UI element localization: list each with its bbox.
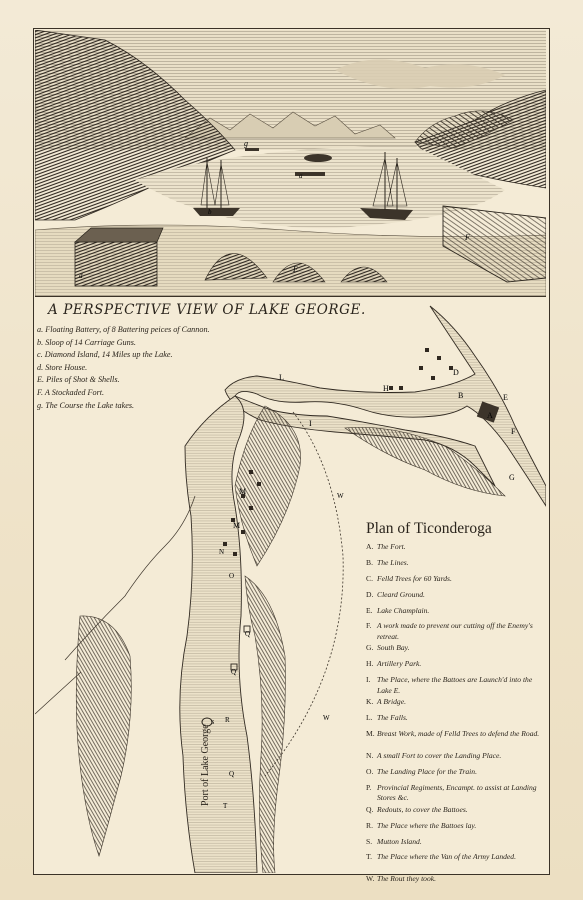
map-letter-D: D xyxy=(453,368,459,377)
legend-text: The Place, where the Battoes are Launch'd into the Lake E. xyxy=(377,675,533,695)
legend-key: P. xyxy=(366,782,372,792)
legend-key: O. xyxy=(366,766,374,776)
legend-text: A work made to prevent our cutting off the Enemy's retreat. xyxy=(377,621,533,641)
legend-key: R. xyxy=(366,820,373,830)
lake-view-engraving xyxy=(35,30,546,296)
legend-text: A small Fort to cover the Landing Place. xyxy=(377,751,502,761)
store-house xyxy=(75,228,163,286)
view-legend-item: E. Piles of Shot & Shells. xyxy=(37,375,120,385)
legend-text: Mutton Island. xyxy=(377,836,422,846)
plan-legend-item xyxy=(366,558,544,574)
legend-text: Provincial Regiments, Encampt. to assist at Landing Stores &c. xyxy=(377,782,537,803)
plan-legend-item xyxy=(366,621,544,643)
legend-text: The Fort. xyxy=(377,542,406,551)
view-title: A PERSPECTIVE VIEW OF LAKE GEORGE. xyxy=(48,302,366,318)
legend-key: G. xyxy=(366,643,374,653)
map-letter-N: N xyxy=(219,548,225,556)
legend-key: E. xyxy=(366,605,373,615)
map-letter-M: M xyxy=(239,487,247,496)
legend-text: The Place where the Van of the Army Landed. xyxy=(377,852,516,862)
legend-key: Q. xyxy=(366,804,374,814)
view-letter-g: g xyxy=(244,139,248,148)
legend-key: L. xyxy=(366,713,373,723)
legend-key: I. xyxy=(366,675,371,685)
legend-text: Lake Champlain. xyxy=(377,605,430,615)
map-letter-G: G xyxy=(509,473,515,482)
view-letter-a: a xyxy=(299,172,303,180)
view-legend-item: c. Diamond Island, 14 Miles up the Lake. xyxy=(37,350,173,360)
view-letter-f: F xyxy=(465,233,470,242)
plan-legend-item xyxy=(366,729,544,751)
legend-text: The Lines. xyxy=(377,557,409,567)
view-letter-d: d xyxy=(79,272,83,280)
plan-legend-item xyxy=(366,783,544,805)
plan-title: Plan of Ticonderoga xyxy=(366,520,492,537)
map-letter-Q: Q xyxy=(245,630,251,638)
plan-legend-item xyxy=(366,805,544,821)
plan-legend-item xyxy=(366,874,544,890)
map-letter-L: L xyxy=(279,373,284,382)
plan-legend-item xyxy=(366,606,544,622)
legend-key: F. xyxy=(366,621,372,631)
plan-legend-item xyxy=(366,590,544,606)
diamond-island xyxy=(304,154,332,162)
legend-text: The Falls. xyxy=(377,713,408,723)
legend-key: T. xyxy=(366,852,372,862)
map-letter-M: M xyxy=(233,521,241,530)
legend-text: The Landing Place for the Train. xyxy=(377,766,477,776)
legend-key: S. xyxy=(366,836,373,846)
map-letter-T: T xyxy=(223,802,228,810)
view-letter-b: b xyxy=(208,208,212,216)
map-letter-B: B xyxy=(458,391,464,400)
legend-key: C. xyxy=(366,573,373,583)
legend-text: A Bridge. xyxy=(377,697,406,707)
legend-key: D. xyxy=(366,589,374,599)
map-letter-W: W xyxy=(323,714,330,722)
map-letter-I: I xyxy=(309,419,312,428)
map-letter-R: R xyxy=(225,716,230,724)
plan-legend-item xyxy=(366,697,544,713)
legend-key: H. xyxy=(366,659,374,669)
legend-text: Cleard Ground. xyxy=(377,589,425,599)
legend-text: Redouts, to cover the Battoes. xyxy=(377,804,468,814)
plan-legend-item xyxy=(366,643,544,659)
map-letter-S: S xyxy=(211,720,215,726)
view-legend-item: F. A Stockaded Fort. xyxy=(37,387,105,397)
legend-text: Felld Trees for 60 Yards. xyxy=(377,573,452,583)
legend-text: South Bay. xyxy=(377,643,410,653)
map-letter-H: H xyxy=(383,384,389,393)
map-letter-Q: Q xyxy=(231,668,237,676)
legend-key: A. xyxy=(366,542,374,551)
plan-legend-item xyxy=(366,821,544,837)
plan-legend-item xyxy=(366,837,544,853)
plan-legend-item xyxy=(366,659,544,675)
plan-legend-item xyxy=(366,542,544,558)
plan-legend-item xyxy=(366,751,544,767)
view-legend-item: b. Sloop of 14 Carriage Guns. xyxy=(37,337,136,347)
map-letter-E: E xyxy=(503,393,508,402)
legend-text: The Place where the Battoes lay. xyxy=(377,820,477,830)
plan-legend-item xyxy=(366,713,544,729)
map-letter-W: W xyxy=(337,492,344,500)
plan-legend xyxy=(366,542,544,890)
legend-key: N. xyxy=(366,751,374,761)
legend-key: K. xyxy=(366,697,374,707)
plan-legend-item xyxy=(366,675,544,697)
view-legend-item: a. Floating Battery, of 8 Battering peices of Cannon. xyxy=(37,325,210,334)
view-legend-item: d. Store House. xyxy=(37,362,88,372)
plan-legend-item xyxy=(366,852,544,874)
legend-key: B. xyxy=(366,557,373,567)
port-of-lake-george-label: Port of Lake George xyxy=(200,724,211,806)
view-legend-item: g. The Course the Lake takes. xyxy=(37,400,135,410)
map-letter-F: F xyxy=(511,427,516,436)
map-letter-Q: Q xyxy=(229,770,235,778)
hill-western-range xyxy=(76,616,131,856)
legend-key: W. xyxy=(366,874,375,884)
view-letter-e: E xyxy=(293,265,298,274)
map-letter-O: O xyxy=(229,572,235,580)
map-letter-A: A xyxy=(487,411,493,420)
creek-line xyxy=(35,672,81,714)
hill-west-ridge xyxy=(235,406,301,566)
legend-text: Artillery Park. xyxy=(377,659,422,669)
perspective-view-illustration xyxy=(35,30,546,297)
legend-text: The Rout they took. xyxy=(377,874,437,884)
plan-legend-item xyxy=(366,767,544,783)
legend-text: Breast Work, made of Felld Trees to defend the Road. xyxy=(377,729,540,739)
plan-legend-item xyxy=(366,574,544,590)
legend-key: M. xyxy=(366,729,375,739)
